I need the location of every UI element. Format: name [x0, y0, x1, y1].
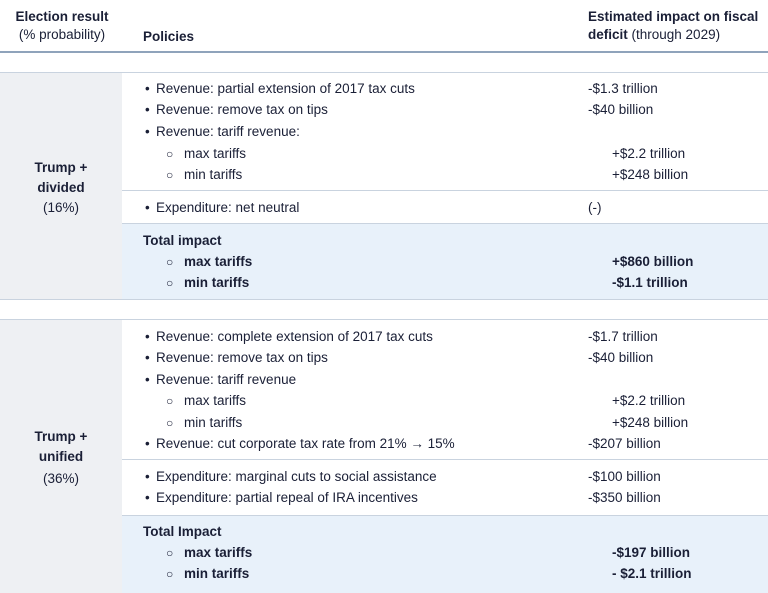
impact-value: -$1.7 trillion — [588, 329, 658, 344]
sub-list-item: ○ max tariffs — [166, 545, 253, 560]
impact-value: -$1.3 trillion — [588, 81, 658, 96]
scenario2-corporate-row — [0, 433, 768, 454]
total-label: Total Impact — [143, 524, 222, 539]
list-item: • Revenue: remove tax on tips — [145, 350, 328, 365]
policy-label: Revenue: complete extension of 2017 tax cuts — [156, 329, 433, 344]
scenario2-total-tariff-row — [0, 563, 768, 584]
scenario2-tariff-row — [0, 412, 768, 433]
scenario2-revenue-row — [0, 347, 768, 368]
impact-value: -$100 billion — [588, 469, 661, 484]
header-fiscal-impact-line2 — [588, 26, 758, 44]
policy-label: Revenue: remove tax on tips — [156, 350, 328, 365]
impact-value: +$2.2 trillion — [612, 146, 686, 161]
header-deficit-word: deficit — [588, 27, 628, 42]
policy-label: Revenue: partial extension of 2017 tax cuts — [156, 81, 415, 96]
scenario1-bottom-divider — [0, 299, 768, 300]
scenario1-total-row — [0, 230, 768, 251]
impact-value: +$248 billion — [612, 415, 689, 430]
tariff-label: max tariffs — [184, 545, 253, 560]
policy-label: Revenue: cut corporate tax rate from 21% → 15% — [156, 436, 455, 451]
scenario1-revenue-row — [0, 78, 768, 99]
total-label: Total impact — [143, 233, 222, 248]
impact-value: +$248 billion — [612, 167, 689, 182]
scenario2-divider-revenue — [122, 459, 768, 460]
scenario2-revenue-row — [0, 326, 768, 347]
scenario2-tariff-row — [0, 390, 768, 411]
sub-list-item: ○ min tariffs — [166, 566, 250, 581]
total-value: +$860 billion — [612, 254, 694, 269]
policy-label: Revenue: tariff revenue — [156, 372, 297, 387]
scenario2-name-line2: unified — [38, 449, 84, 464]
scenario1-name-line2: divided — [37, 180, 85, 195]
header-election-result-title: Election result — [15, 9, 109, 24]
impact-value: -$207 billion — [588, 436, 661, 451]
scenario1-revenue-row — [0, 121, 768, 142]
impact-value: +$2.2 trillion — [612, 393, 686, 408]
sub-list-item: ○ max tariffs — [166, 146, 247, 161]
scenario1-probability: (16%) — [42, 200, 79, 215]
sub-list-item: ○ min tariffs — [166, 275, 250, 290]
list-item: • Revenue: cut corporate tax rate from 21% → 15% — [145, 436, 455, 451]
scenario1-divider-revenue — [122, 190, 768, 191]
tariff-label: max tariffs — [184, 146, 247, 161]
sub-list-item: ○ max tariffs — [166, 393, 247, 408]
tariff-label: min tariffs — [184, 566, 250, 581]
total-value: -$1.1 trillion — [612, 275, 688, 290]
header-policies: Policies — [143, 29, 195, 44]
policy-label: Expenditure: marginal cuts to social assistance — [156, 469, 437, 484]
scenario2-name-line1: Trump + — [34, 429, 88, 444]
list-item: • Expenditure: net neutral — [145, 200, 300, 215]
tariff-label: max tariffs — [184, 254, 253, 269]
scenario1-total-tariff-row — [0, 272, 768, 293]
header-probability-note: (% probability) — [18, 27, 106, 42]
scenario2-revenue-row — [0, 369, 768, 390]
scenario1-tariff-row — [0, 143, 768, 164]
total-value: -$197 billion — [612, 545, 691, 560]
scenario2-total-row — [0, 521, 768, 542]
scenario2-expenditure-row — [0, 466, 768, 487]
policy-label: Expenditure: partial repeal of IRA incentives — [156, 490, 418, 505]
scenario1-divider-expenditure — [122, 223, 768, 224]
sub-list-item: ○ min tariffs — [166, 415, 243, 430]
list-item: • Revenue: tariff revenue: — [145, 124, 300, 139]
header-fiscal-impact — [588, 8, 758, 44]
sub-list-item: ○ min tariffs — [166, 167, 243, 182]
header-divider — [0, 51, 768, 53]
list-item: • Revenue: tariff revenue — [145, 372, 297, 387]
scenario1-tariff-row — [0, 164, 768, 185]
scenario2-total-tariff-row — [0, 542, 768, 563]
tariff-label: min tariffs — [184, 275, 250, 290]
scenario2-expenditure-row — [0, 487, 768, 508]
total-value: - $2.1 trillion — [612, 566, 692, 581]
policy-label: Revenue: tariff revenue: — [156, 124, 300, 139]
list-item: • Expenditure: marginal cuts to social assistance — [145, 469, 437, 484]
sub-list-item: ○ max tariffs — [166, 254, 253, 269]
tariff-label: min tariffs — [184, 167, 243, 182]
impact-value: (-) — [588, 200, 602, 215]
list-item: • Expenditure: partial repeal of IRA incentives — [145, 490, 418, 505]
list-item: • Revenue: partial extension of 2017 tax cuts — [145, 81, 415, 96]
scenario2-divider-expenditure — [122, 515, 768, 516]
impact-value: -$40 billion — [588, 350, 654, 365]
tariff-label: max tariffs — [184, 393, 247, 408]
scenario1-total-tariff-row — [0, 251, 768, 272]
policy-label: Expenditure: net neutral — [156, 200, 300, 215]
impact-value: -$40 billion — [588, 102, 654, 117]
list-item: • Revenue: complete extension of 2017 tax cuts — [145, 329, 433, 344]
scenario1-name-line1: Trump + — [34, 160, 88, 175]
header-through-year: (through 2029) — [627, 27, 721, 42]
list-item: • Revenue: remove tax on tips — [145, 102, 328, 117]
header-election-result — [14, 8, 110, 44]
tariff-label: min tariffs — [184, 415, 243, 430]
impact-value: -$350 billion — [588, 490, 661, 505]
policy-label: Revenue: remove tax on tips — [156, 102, 328, 117]
header-fiscal-impact-line1: Estimated impact on fiscal — [588, 9, 759, 24]
scenario1-expenditure-row — [0, 197, 768, 218]
scenario2-probability: (36%) — [42, 471, 79, 486]
scenario1-revenue-row — [0, 99, 768, 120]
